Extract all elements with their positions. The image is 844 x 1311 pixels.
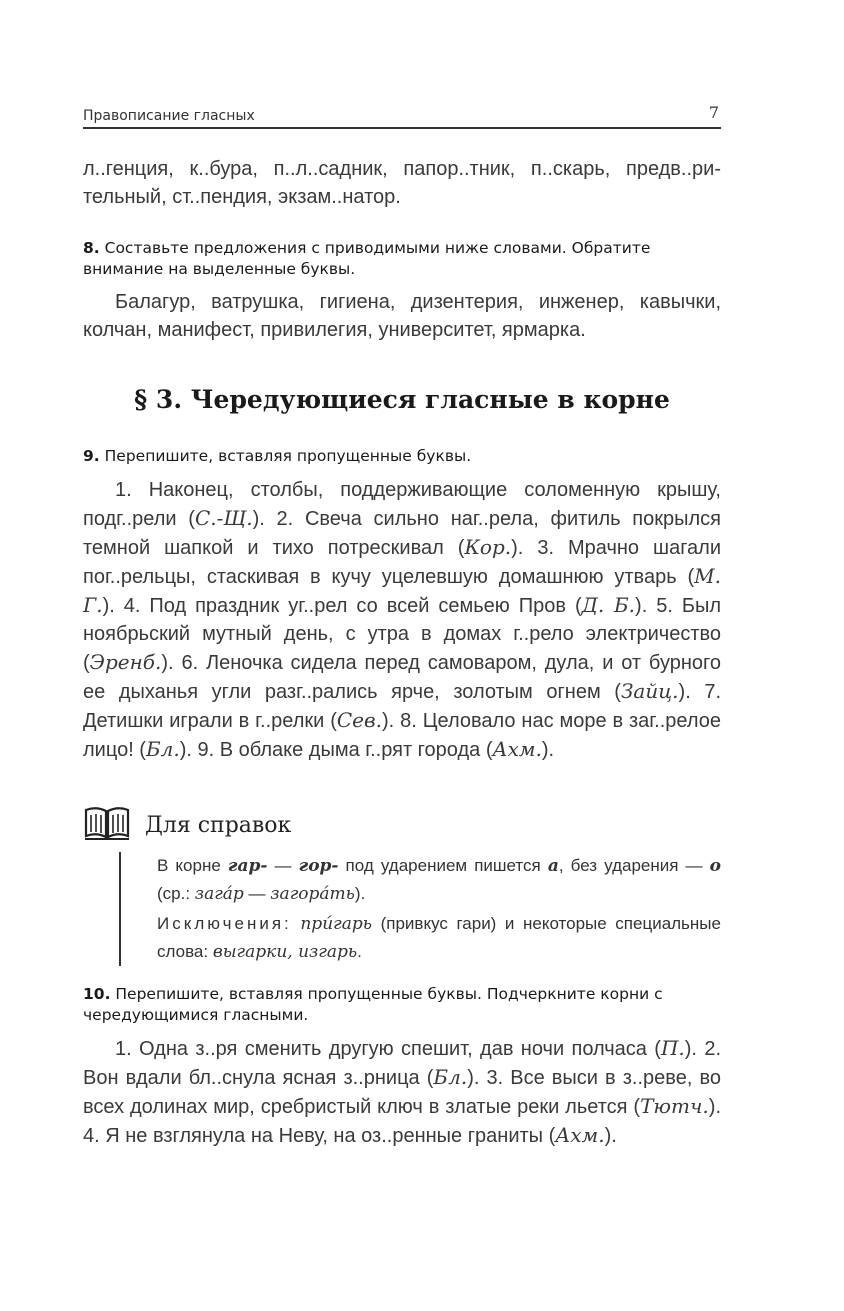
exercise-10-author-4: Ахм. xyxy=(555,1123,605,1147)
letter-a: а xyxy=(547,856,559,876)
intro-line-2: тельный, ст..пендия, экзам..натор. xyxy=(83,186,401,208)
exercise-9-sentence-7: ). 7. Детишки играли в г..релки ( xyxy=(83,681,721,732)
reference-exceptions xyxy=(157,910,721,966)
exercise-9-sentence-4: ). 4. Под праздник уг..рел со всей семьею Пров ( xyxy=(102,595,582,617)
reference-rule-text-2: под ударением пишется xyxy=(338,856,548,875)
root-gor: гор- xyxy=(298,856,339,876)
exception-words: выгарки, изгарь xyxy=(212,942,358,962)
exercise-10-number: 10. xyxy=(83,985,111,1003)
exercise-9-sentence-6: ). 6. Леночка сидела перед самоваром, дула, и от бурного ее дыханья угли разг..рались ярче, золотым огнем ( xyxy=(83,652,721,703)
intro-word-list xyxy=(83,155,721,211)
exercise-8-number: 8. xyxy=(83,239,100,257)
exercise-9-author-5: Эренб. xyxy=(89,650,162,674)
exceptions-text: (привкус гари) и некоторые специальные слова: xyxy=(157,914,721,961)
exercise-10-sentence-5: ). xyxy=(604,1125,617,1147)
exercise-9-author-4: Д. Б. xyxy=(581,593,636,617)
exercise-9-author-1: С.-Щ. xyxy=(194,506,253,530)
exercise-8 xyxy=(83,238,721,344)
exercise-8-words: Балагур, ватрушка, гигиена, дизентерия, инженер, кавычки, колчан, манифест, привилегия, университет, ярмарка. xyxy=(83,291,721,341)
exercise-10-sentence-4: ). 4. Я не взглянула на Неву, на оз..ренные граниты ( xyxy=(83,1096,721,1147)
exercise-9-text xyxy=(83,476,721,764)
reference-dash: — xyxy=(267,856,299,875)
exercise-10-sentence-2: ). 2. Вон вдали бл..снула ясная з..рница ( xyxy=(83,1038,722,1089)
exercise-9-sentence-5: ). 5. Был ноябрьский мутный день, с утра в домах г..рело электричество ( xyxy=(83,595,722,674)
exercise-10-sentence-1: 1. Одна з..ря сменить другую спешит, дав ночи полчаса ( xyxy=(115,1038,661,1060)
reference-dash-2: — xyxy=(243,884,271,903)
reference-title-row xyxy=(83,804,721,846)
reference-box xyxy=(83,804,721,962)
exercise-9-sentence-1: 1. Наконец, столбы, поддерживающие соломенную крышу, подг..рели ( xyxy=(83,479,721,530)
book-icon xyxy=(83,804,131,846)
exercise-10 xyxy=(83,984,721,1150)
exceptions-label: Исключения: xyxy=(157,914,292,933)
example-zagar: зага́р xyxy=(194,884,244,904)
exercise-9-number: 9. xyxy=(83,447,100,465)
exercise-10-text xyxy=(83,1034,721,1150)
running-head xyxy=(83,103,721,129)
exercise-8-instruction: Составьте предложения с приводимыми ниже словами. Обратите внимание на выделенные буквы. xyxy=(83,239,651,278)
exercise-9-author-2: Кор. xyxy=(464,535,512,559)
section-heading xyxy=(83,385,721,414)
exercise-9-author-8: Бл. xyxy=(145,737,180,761)
page-number: 7 xyxy=(708,103,719,122)
exercise-9-sentence-8: ). 8. Целовало нас море в заг..релое лицо! ( xyxy=(83,710,721,761)
exception-prigar: при́гарь xyxy=(300,914,373,934)
exercise-9-instruction: Перепишите, вставляя пропущенные буквы. xyxy=(104,447,472,465)
exercise-9-sentence-3: ). 3. Мрачно шагали пог..рельцы, стаскивая в кучу уцелевшую домашнюю утварь ( xyxy=(83,537,722,588)
exercise-9-sentence-2: ). 2. Свеча сильно наг..рела, фитиль покрылся темной шапкой и тихо потрескивал ( xyxy=(83,508,722,559)
section-title: § 3. Чередующиеся гласные в корне xyxy=(134,385,670,414)
reference-rule-text-3: , без ударения — xyxy=(558,856,710,875)
root-gar: гар- xyxy=(227,856,268,876)
exercise-9-heading xyxy=(83,446,721,467)
reference-title: Для справок xyxy=(145,812,292,838)
exceptions-end: . xyxy=(357,942,362,961)
exercise-9 xyxy=(83,446,721,764)
reference-rule-text: В корне xyxy=(157,856,228,875)
exercise-8-heading xyxy=(83,238,721,280)
reference-rule-end: ). xyxy=(354,884,366,903)
exercise-10-sentence-3: ). 3. Все выси в з..реве, во всех долинах мир, сребристый ключ в златые реки льется ( xyxy=(83,1067,721,1118)
reference-rule xyxy=(157,852,721,908)
reference-body xyxy=(119,852,721,966)
exercise-9-sentence-9: ). 9. В облаке дыма г..рят города ( xyxy=(179,739,493,761)
exercise-9-author-3: М. Г. xyxy=(83,564,721,617)
running-title: Правописание гласных xyxy=(83,108,255,124)
intro-line-1: л..генция, к..бура, п..л..садник, папор..тник, п..скарь, предв..ри- xyxy=(83,158,721,180)
exercise-10-author-2: Бл. xyxy=(433,1065,468,1089)
exercise-10-instruction: Перепишите, вставляя пропущенные буквы. Подчеркните корни с чередующимися гласными. xyxy=(83,985,663,1024)
exercise-9-author-7: Сев. xyxy=(336,708,383,732)
exercise-9-author-9: Ахм. xyxy=(492,737,542,761)
exercise-9-author-6: Зайц. xyxy=(620,679,679,703)
exercise-10-author-1: П. xyxy=(660,1036,685,1060)
exercise-10-author-3: Тютч. xyxy=(640,1094,709,1118)
exercise-10-heading xyxy=(83,984,721,1026)
example-zagorat: загора́ть xyxy=(270,884,355,904)
letter-o: о xyxy=(709,856,721,876)
reference-rule-text-4: (ср.: xyxy=(157,884,195,903)
exercise-9-sentence-10: ). xyxy=(541,739,555,761)
